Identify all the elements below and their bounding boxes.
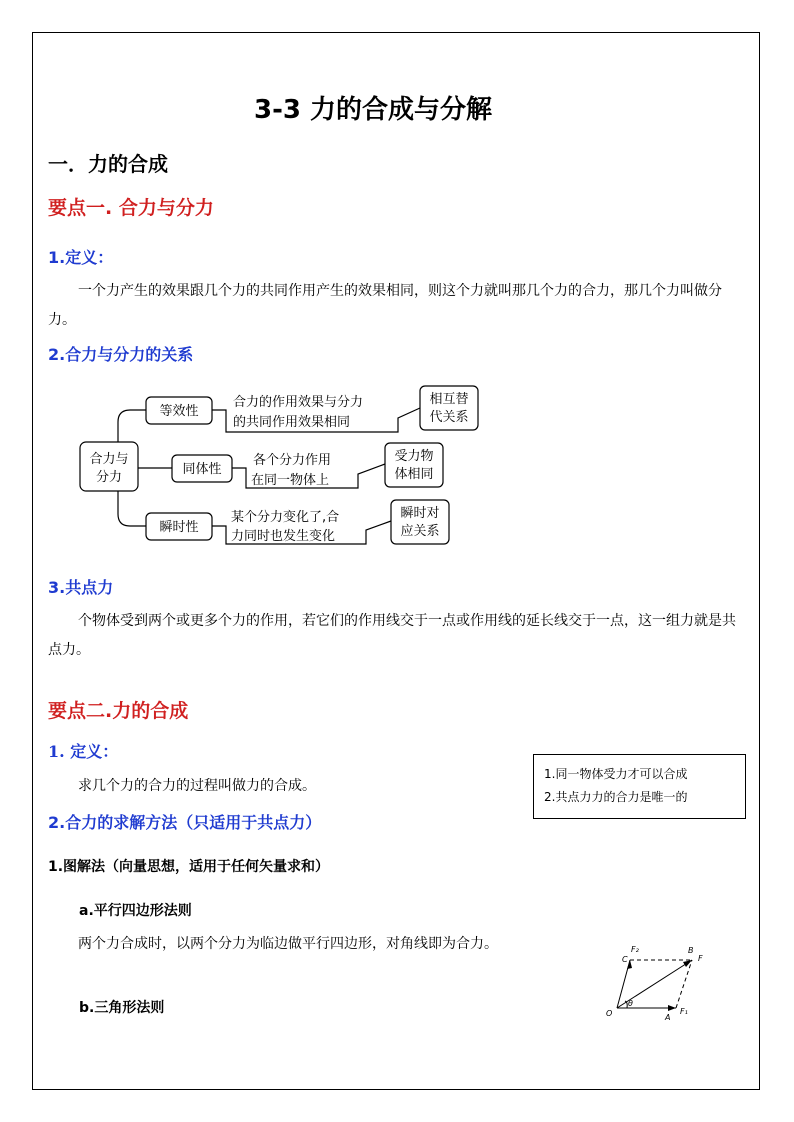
page-title: 3-3 力的合成与分解 [253, 95, 493, 125]
branch-label-2: 同体性 [182, 462, 222, 477]
label-o: O [606, 1009, 613, 1018]
definition2-heading: 1. 定义： [48, 742, 119, 761]
label-b: B [688, 946, 694, 955]
section-heading: 一．力的合成 [48, 152, 168, 176]
point1-heading: 要点一. 合力与分力 [48, 197, 214, 219]
result-3-line2: 应关系 [400, 524, 440, 539]
label-theta: θ [628, 999, 633, 1008]
result-1-line2: 代关系 [429, 410, 469, 425]
root-label-line1: 合力与 [89, 452, 129, 467]
label-f: F [698, 954, 703, 963]
result-3-line1: 瞬时对 [400, 506, 440, 521]
label-f2: F₂ [631, 945, 639, 954]
note-line-1: 1.同一物体受力才可以合成 [544, 767, 688, 781]
label-a: A [665, 1013, 671, 1022]
concurrent-heading: 3.共点力 [48, 578, 114, 597]
result-2-line1: 受力物 [394, 449, 434, 464]
rule-a-text: 两个力合成时，以两个分力为临边做平行四边形，对角线即为合力。 [78, 936, 498, 952]
branch-label-3: 瞬时性 [159, 520, 199, 535]
concurrent-text: 个物体受到两个或更多个力的作用，若它们的作用线交于一点或作用线的延长线交于一点，这一组力就是共点力。 [48, 613, 736, 658]
label-f1: F₁ [680, 1007, 688, 1016]
method-heading: 2.合力的求解方法（只适用于共点力） [48, 813, 322, 832]
result-1-line1: 相互替 [429, 392, 469, 407]
desc-3-line1: 某个分力变化了,合 [231, 510, 340, 525]
note-box [533, 754, 746, 819]
desc-1-line1: 合力的作用效果与分力 [233, 395, 364, 410]
desc-2-line2: 在同一物体上 [251, 473, 330, 488]
desc-3-line2: 力同时也发生变化 [231, 529, 336, 544]
parallelogram-figure [600, 940, 720, 1025]
dashed-ab [676, 960, 692, 1008]
definition-heading: 1.定义： [48, 248, 114, 267]
branch-label-1: 等效性 [159, 404, 199, 419]
definition-text: 一个力产生的效果跟几个力的共同作用产生的效果相同，则这个力就叫那几个力的合力，那几个力叫做分力。 [48, 283, 722, 328]
root-label-line2: 分力 [95, 470, 123, 485]
rule-a-heading: a.平行四边形法则 [79, 903, 192, 919]
arrow-f [683, 960, 692, 967]
note-line-2: 2.共点力力的合力是唯一的 [544, 790, 688, 804]
graphic-method-heading: 1.图解法（向量思想，适用于任何矢量求和） [48, 859, 330, 875]
result-2-line2: 体相同 [394, 467, 434, 482]
definition2-text: 求几个力的合力的过程叫做力的合成。 [78, 778, 316, 794]
relation-heading: 2.合力与分力的关系 [48, 345, 194, 364]
arrow-f1 [668, 1005, 676, 1011]
desc-2-line1: 各个分力作用 [253, 453, 332, 468]
desc-1-line2: 的共同作用效果相同 [233, 415, 351, 430]
bracket-top [118, 410, 146, 442]
point2-heading: 要点二.力的合成 [48, 700, 189, 722]
relation-diagram [0, 0, 794, 560]
rule-b-heading: b.三角形法则 [79, 1000, 165, 1016]
theta-arc [625, 1001, 627, 1008]
bracket-bottom [118, 491, 146, 526]
label-c: C [622, 955, 628, 964]
